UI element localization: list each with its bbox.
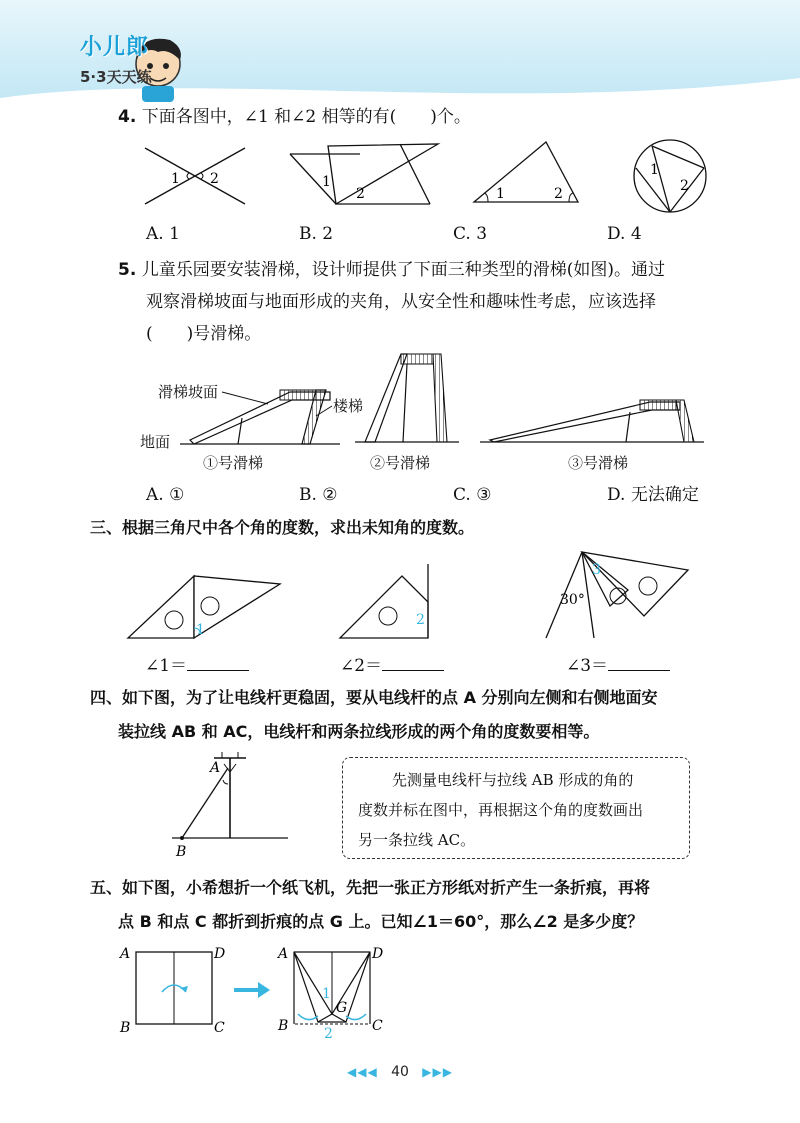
q5-line3: ( )号滑梯。 <box>146 324 262 344</box>
s5-angle-2: 2 <box>324 1026 333 1042</box>
s4-line2: 装拉线 AB 和 AC，电线杆和两条拉线形成的两个角的度数要相等。 <box>118 722 600 741</box>
s3-figure-2 <box>340 572 450 642</box>
s3-figure-3 <box>540 552 700 642</box>
q5-number: 5. <box>118 260 137 280</box>
q5-line1-text: 儿童乐园要安装滑梯，设计师提供了下面三种类型的滑梯(如图)。通过 <box>141 260 665 280</box>
s3-answer-3 <box>566 656 670 676</box>
q5-slide-3 <box>480 396 710 446</box>
q5-caption-2: ②号滑梯 <box>370 454 431 472</box>
s4-line1: 四、如下图，为了让电线杆更稳固，要从电线杆的点 A 分别向左侧和右侧地面安 <box>90 688 658 707</box>
s5-fold-c: C <box>372 1018 383 1034</box>
q4-figure-b <box>290 138 440 208</box>
s5-angle-1: 1 <box>322 986 331 1002</box>
s5-fold-figure <box>278 942 388 1042</box>
s4-label-a: A <box>210 760 221 776</box>
q5-slope-label: 滑梯坡面 <box>158 383 219 401</box>
q5-caption-3: ③号滑梯 <box>568 454 629 472</box>
q4d-angle2: 2 <box>680 178 689 194</box>
s3-figure-1 <box>128 572 288 642</box>
q4-stem <box>118 107 471 127</box>
s5-sq-b: B <box>120 1020 131 1036</box>
s3-answer-2-label: ∠2＝ <box>340 656 383 676</box>
page-number: 40 <box>391 1064 409 1080</box>
q4-option-c[interactable]: C. 3 <box>453 224 488 244</box>
s5-arrow-icon <box>232 980 272 1000</box>
q5-option-c[interactable]: C. ③ <box>453 485 492 505</box>
q4c-angle1: 1 <box>496 186 505 202</box>
q4a-angle1: 1 <box>171 171 180 187</box>
q5-ladder-pointer <box>316 402 346 422</box>
s4-hint-line3: 另一条拉线 AC。 <box>358 831 476 849</box>
logo-subtitle: 5·3天天练 <box>80 68 152 86</box>
q5-ground-label: 地面 <box>140 433 171 451</box>
s3-angle-3-label: 3 <box>592 562 601 578</box>
s5-sq-a: A <box>120 946 131 962</box>
s4-pole-figure <box>168 748 318 860</box>
q4b-angle1: 1 <box>322 174 331 190</box>
s3-answer-2 <box>340 656 444 676</box>
q5-line1 <box>118 260 665 280</box>
q4-stem-text: 下面各图中，∠1 和∠2 相等的有( )个。 <box>141 107 471 127</box>
s3-answer-1-blank[interactable] <box>187 656 249 671</box>
s3-answer-3-blank[interactable] <box>608 656 670 671</box>
footer-right-arrows: ▶▶▶ <box>422 1065 453 1079</box>
q4a-angle2: 2 <box>210 171 219 187</box>
q5-option-d[interactable]: D. 无法确定 <box>607 485 699 505</box>
q5-ladder-label: 楼梯 <box>333 397 364 415</box>
q4d-angle1: 1 <box>650 162 659 178</box>
s5-fold-a: A <box>278 946 289 962</box>
s5-sq-c: C <box>214 1020 225 1036</box>
s3-answer-2-blank[interactable] <box>382 656 444 671</box>
q4-figure-d <box>632 138 712 218</box>
q4-option-b[interactable]: B. 2 <box>299 224 334 244</box>
s3-answer-3-label: ∠3＝ <box>566 656 609 676</box>
s3-angle-2-label: 2 <box>416 612 425 628</box>
q5-option-a[interactable]: A. ① <box>146 485 185 505</box>
q4b-angle2: 2 <box>356 186 365 202</box>
s3-answer-1-label: ∠1＝ <box>145 656 188 676</box>
q4-option-d[interactable]: D. 4 <box>607 224 642 244</box>
s3-answer-1 <box>145 656 249 676</box>
s5-sq-d: D <box>214 946 226 962</box>
s3-title: 三、根据三角尺中各个角的度数，求出未知角的度数。 <box>90 518 475 537</box>
q4-figure-c <box>474 142 584 204</box>
q5-option-b[interactable]: B. ② <box>299 485 338 505</box>
s5-fold-d: D <box>372 946 384 962</box>
logo-title: 小儿郎 <box>80 35 150 60</box>
q4-option-a[interactable]: A. 1 <box>146 224 180 244</box>
s4-hint-line1: 先测量电线杆与拉线 AB 形成的角的 <box>392 771 634 789</box>
q4c-angle2: 2 <box>554 186 563 202</box>
q4-figure-a <box>145 148 255 208</box>
s5-line1: 五、如下图，小希想折一个纸飞机，先把一张正方形纸对折产生一条折痕，再将 <box>90 878 651 897</box>
footer <box>0 1064 800 1080</box>
q5-slide-2 <box>355 348 465 448</box>
q5-slope-pointer <box>222 388 282 408</box>
s3-angle-1-label: 1 <box>196 622 205 638</box>
s5-line2: 点 B 和点 C 都折到折痕的点 G 上。已知∠1＝60°，那么∠2 是多少度？ <box>118 912 644 931</box>
footer-left-arrows: ◀◀◀ <box>347 1065 378 1079</box>
s5-fold-g: G <box>336 1000 348 1016</box>
q4-number: 4. <box>118 107 137 127</box>
s3-angle-30-label: 30° <box>560 592 585 608</box>
s5-square-figure <box>120 942 230 1036</box>
q5-caption-1: ①号滑梯 <box>203 454 264 472</box>
q5-line2: 观察滑梯坡面与地面形成的夹角，从安全性和趣味性考虑，应该选择 <box>146 292 656 312</box>
s4-label-b: B <box>176 844 187 860</box>
s5-fold-b: B <box>278 1018 289 1034</box>
s4-hint-line2: 度数并标在图中，再根据这个角的度数画出 <box>358 801 644 819</box>
